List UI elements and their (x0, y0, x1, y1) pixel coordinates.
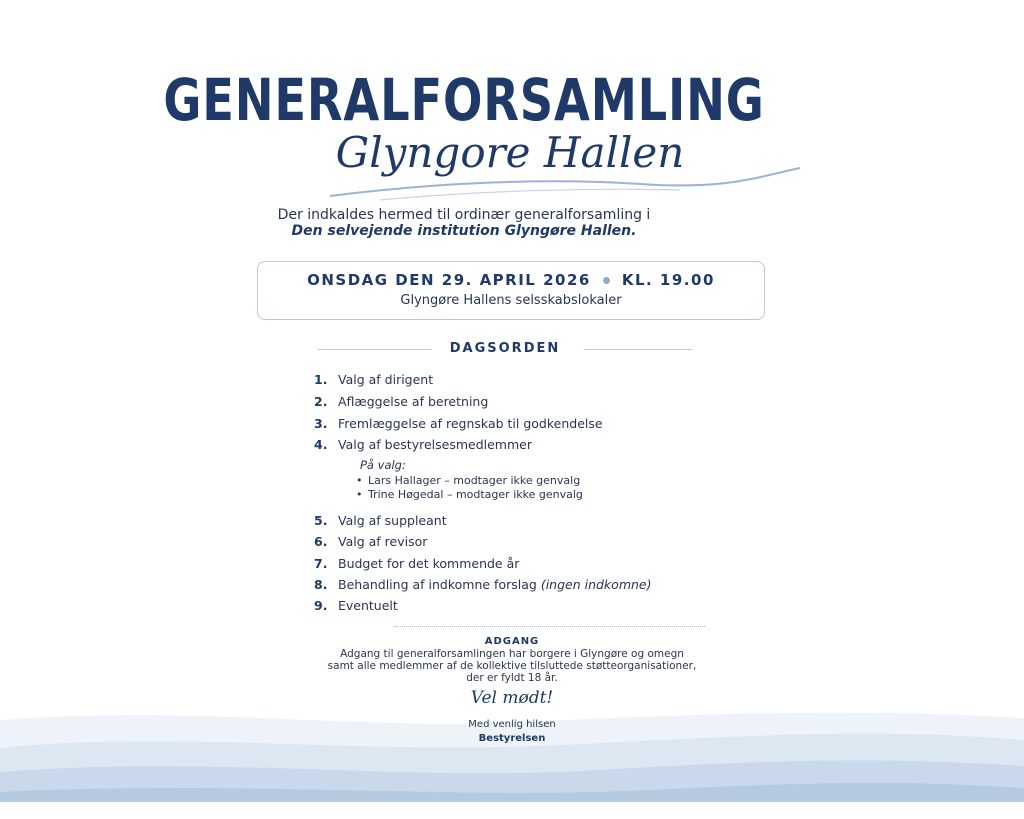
agenda-heading-label: DAGSORDEN (449, 341, 561, 356)
agenda-item: 1. Valg af dirigent (314, 372, 434, 387)
access-line-2: samt alle medlemmer af de kollektive tilsluttede støtteorganisationer, (327, 660, 697, 672)
meeting-date: ONSDAG DEN 29. APRIL 2026 (307, 271, 591, 289)
signer-text: Bestyrelsen (478, 733, 546, 744)
candidate-item: • Lars Hallager – modtager ikke genvalg (356, 474, 580, 487)
agenda-item: 5. Valg af suppleant (314, 513, 447, 528)
agenda-item: 9. Eventuelt (314, 598, 398, 613)
agenda-item-note: (ingen indkomne) (540, 577, 652, 592)
wave-decoration (0, 700, 1024, 819)
candidate-item: • Trine Høgedal – modtager ikke genvalg (356, 488, 583, 501)
intro-line-2: Den selvejende institution Glyngøre Hallen. (291, 223, 637, 239)
agenda-item: 2. Aflæggelse af beretning (314, 394, 489, 409)
meeting-time: KL. 19.00 (621, 271, 715, 289)
meeting-location: Glyngøre Hallens selsskabslokaler (400, 293, 622, 308)
agenda-item: 3. Fremlæggelse af regnskab til godkendelse (314, 416, 603, 431)
agenda-item: 8. Behandling af indkomne forslag (ingen indkomne) (314, 577, 652, 592)
heading-rule-right (584, 349, 692, 350)
agenda-item: 6. Valg af revisor (314, 534, 428, 549)
meeting-date-line (258, 271, 764, 289)
access-heading: ADGANG (484, 636, 540, 647)
access-line-1: Adgang til generalforsamlingen har borgere i Glyngøre og omegn (340, 648, 684, 660)
election-label: På valg: (360, 458, 406, 472)
agenda-item: 4. Valg af bestyrelsesmedlemmer (314, 437, 532, 452)
intro-line-1: Der indkaldes hermed til ordinær generalforsamling i (277, 207, 651, 223)
agenda-item: 7. Budget for det kommende år (314, 556, 520, 571)
regards-text: Med venlig hilsen (468, 719, 556, 730)
meeting-info-box (257, 261, 765, 320)
dotted-divider (395, 626, 705, 627)
page-title: GENERALFORSAMLING (163, 66, 765, 134)
subtitle: Glyngore Hallen (335, 128, 685, 177)
welcome-text: Vel mødt! (470, 688, 554, 708)
access-line-3: der er fyldt 18 år. (466, 672, 558, 684)
agenda-heading (318, 340, 692, 358)
separator-dot (603, 277, 610, 284)
swoosh-decoration (320, 164, 810, 204)
